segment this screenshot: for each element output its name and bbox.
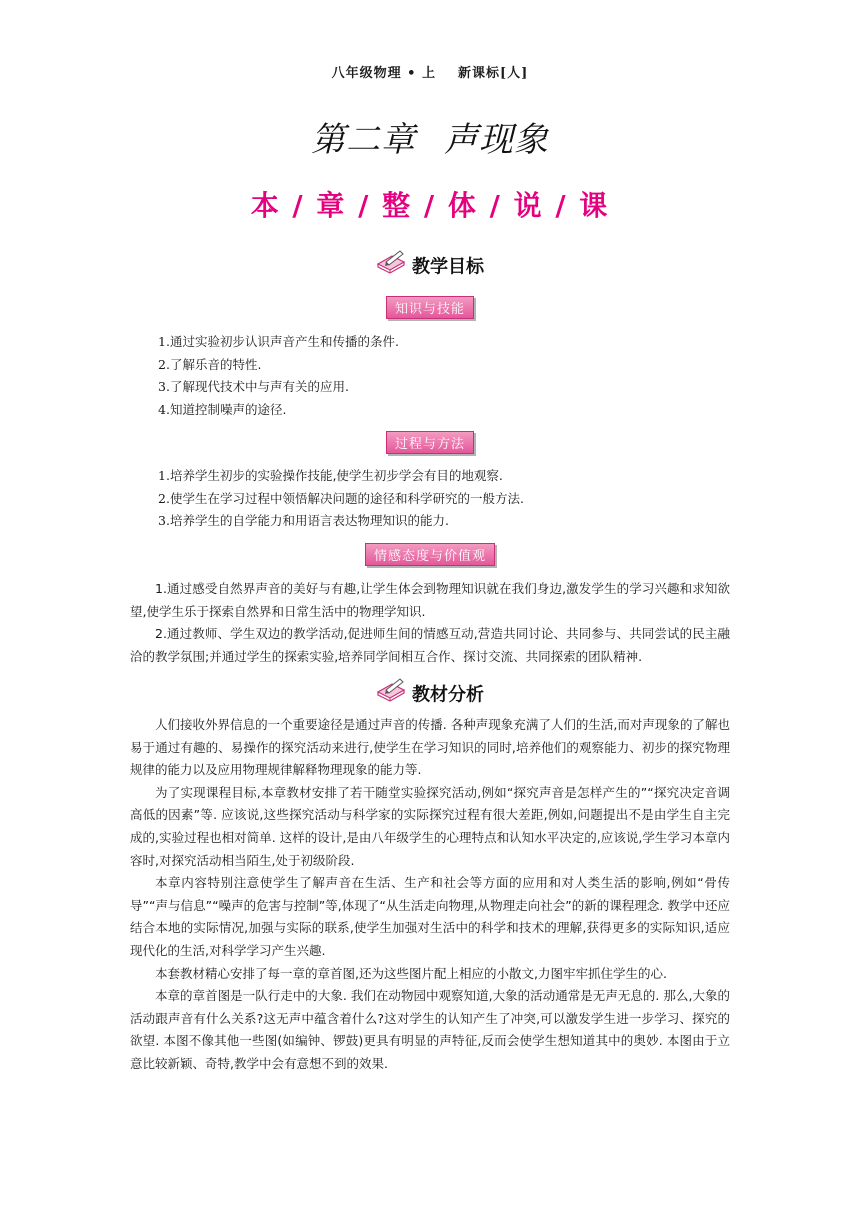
- list-item: 1.通过实验初步认识声音产生和传播的条件.: [158, 334, 399, 349]
- paragraph: 人们接收外界信息的一个重要途径是通过声音的传播. 各种声现象充满了人们的生活,而对声现象的了解也易于通过有趣的、易操作的探究活动来进行,使学生在学习知识的同时,培养他们的观察能力、初步的探究物理规律的能力以及应用物理规律解释物理现象的能力等.: [130, 717, 730, 778]
- chapter-subtitle: 本 / 章 / 整 / 体 / 说 / 课: [250, 189, 610, 222]
- list-item: 2.使学生在学习过程中领悟解决问题的途径和科学研究的一般方法.: [158, 490, 524, 506]
- paragraph: 1.通过感受自然界声音的美好与有趣,让学生体会到物理知识就在我们身边,激发学生的学习兴趣和求知欲望,使学生乐于探索自然界和日常生活中的物理学知识.: [130, 581, 730, 619]
- tag-process-methods: 过程与方法: [386, 431, 474, 454]
- analysis-paragraphs: [130, 714, 730, 1076]
- pen-book-icon: [376, 250, 406, 281]
- section-heading-goals: [0, 250, 860, 281]
- pen-book-icon: [376, 678, 406, 709]
- paragraph: 本套教材精心安排了每一章的章首图,还为这些图片配上相应的小散文,力图牢牢抓住学生的心.: [155, 965, 667, 981]
- tag-knowledge-skills: 知识与技能: [386, 296, 474, 319]
- paragraph: 2.通过教师、学生双边的教学活动,促进师生间的情感互动,营造共同讨论、共同参与、共同尝试的民主融洽的教学氛围;并通过学生的探索实验,培养同学间相互合作、探讨交流、共同探索的团队精神.: [130, 626, 730, 664]
- list-item: 1.培养学生初步的实验操作技能,使学生初步学会有目的地观察.: [158, 468, 503, 483]
- process-list: [158, 465, 738, 533]
- knowledge-list: [158, 331, 738, 421]
- paragraph: 为了实现课程目标,本章教材安排了若干随堂实验探究活动,例如“探究声音是怎样产生的”“探究决定音调高低的因素”等. 应该说,这些探究活动与科学家的实际探究过程有很大差距,例如,问题提出不是由学生自主完成的,实验过程也相对简单. 这样的设计,是由八年级学生的心理特点和认知水平决定的,应该说,学生学习本章内容时,对探究活动相当陌生,处于初级阶段.: [130, 784, 730, 868]
- list-item: 3.了解现代技术中与声有关的应用.: [158, 379, 349, 394]
- tag-attitude-values: 情感态度与价值观: [365, 543, 495, 566]
- section-title-goals: 教学目标: [412, 256, 484, 278]
- header-grade-book: 八年级物理 • 上: [331, 66, 437, 81]
- list-item: 2.了解乐音的特性.: [158, 356, 262, 372]
- chapter-title: [0, 112, 860, 161]
- running-header: [0, 62, 860, 81]
- attitude-paragraphs: [130, 578, 730, 668]
- chapter-number: 第二章: [311, 120, 416, 160]
- section-title-analysis: 教材分析: [412, 684, 484, 706]
- header-edition: 新课标[人]: [458, 66, 529, 81]
- section-heading-analysis: [0, 678, 860, 709]
- paragraph: 本章内容特别注意使学生了解声音在生活、生产和社会等方面的应用和对人类生活的影响,例如“骨传导”“声与信息”“噪声的危害与控制”等,体现了“从生活走向物理,从物理走向社会”的新的课程理念. 教学中还应结合本地的实际情况,加强与实际的联系,使学生加强对生活中的科学和技术的理解,获得更多的实际知识,适应现代化的生活,对科学学习产生兴趣.: [130, 875, 730, 958]
- paragraph: 本章的章首图是一队行走中的大象. 我们在动物园中观察知道,大象的活动通常是无声无息的. 那么,大象的活动跟声音有什么关系?这无声中蕴含着什么?这对学生的认知产生了冲突,可以激发学生进一步学习、探究的欲望. 本图不像其他一些图(如编钟、锣鼓)更具有明显的声特征,反而会使学生想知道其中的奥妙. 本图由于立意比较新颖、奇特,教学中会有意想不到的效果.: [130, 988, 730, 1071]
- chapter-name: 声现象: [444, 120, 549, 160]
- list-item: 3.培养学生的自学能力和用语言表达物理知识的能力.: [158, 513, 449, 528]
- list-item: 4.知道控制噪声的途径.: [158, 401, 287, 417]
